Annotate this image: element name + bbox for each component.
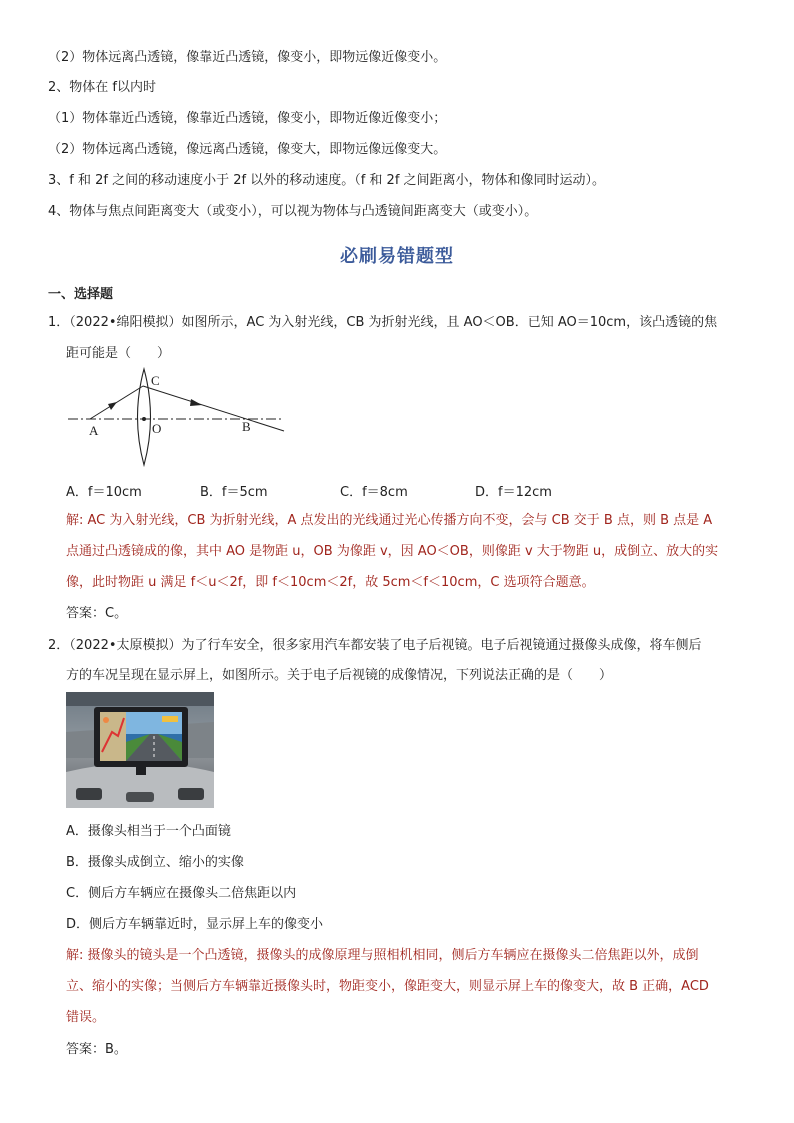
q2-solution-line-1: 解: 摄像头的镜头是一个凸透镜，摄像头的成像原理与照相机相同，侧后方车辆应在摄像头二倍焦距以外，成倒 bbox=[66, 948, 699, 963]
intro-line-6: 4、物体与焦点间距离变大（或变小），可以视为物体与凸透镜间距离变大（或变小）。 bbox=[48, 204, 538, 219]
label-a: A bbox=[89, 423, 99, 438]
label-o: O bbox=[152, 421, 162, 436]
label-b: B bbox=[242, 419, 251, 434]
q1-stem-line-1: 1．（2022•绵阳模拟）如图所示，AC 为入射光线，CB 为折射光线，且 AO＜OB．已知 AO＝10cm，该凸透镜的焦 bbox=[48, 315, 718, 330]
q1-option-b: B．f＝5cm bbox=[200, 485, 268, 500]
q1-solution-line-2: 点通过凸透镜成的像，其中 AO 是物距 u，OB 为像距 v，因 AO＜OB，则像距 v 大于物距 u，成倒立、放大的实 bbox=[66, 544, 719, 559]
intro-line-1: （2）物体远离凸透镜，像靠近凸透镜，像变小，即物远像近像变小。 bbox=[48, 50, 447, 65]
label-c: C bbox=[151, 373, 160, 388]
car-display-photo bbox=[66, 692, 214, 808]
intro-line-4: （2）物体远离凸透镜，像远离凸透镜，像变大，即物远像远像变大。 bbox=[48, 142, 447, 157]
q1-option-c: C．f＝8cm bbox=[340, 485, 408, 500]
q2-solution-line-3: 错误。 bbox=[66, 1010, 106, 1025]
incident-ray-arrow bbox=[108, 402, 117, 410]
q1-option-d: D．f＝12cm bbox=[475, 485, 552, 500]
section-heading: 一、选择题 bbox=[48, 287, 114, 302]
q2-option-c: C．侧后方车辆应在摄像头二倍焦距以内 bbox=[66, 886, 297, 901]
q1-option-a: A．f＝10cm bbox=[66, 485, 142, 500]
page-title: 必刷易错题型 bbox=[340, 246, 454, 267]
q2-stem-line-2: 方的车况呈现在显示屏上，如图所示。关于电子后视镜的成像情况，下列说法正确的是（ ） bbox=[66, 668, 613, 683]
intro-line-2: 2、物体在 f以内时 bbox=[48, 80, 156, 95]
intro-line-3: （1）物体靠近凸透镜，像靠近凸透镜，像变小，即物近像近像变小； bbox=[48, 111, 447, 126]
optical-center-dot bbox=[142, 417, 146, 421]
q2-option-b: B．摄像头成倒立、缩小的实像 bbox=[66, 855, 244, 870]
q1-solution-line-1: 解: AC 为入射光线，CB 为折射光线，A 点发出的光线通过光心传播方向不变，会与 CB 交于 B 点，则 B 点是 A bbox=[66, 513, 713, 528]
refracted-ray-arrow bbox=[190, 399, 202, 406]
q2-option-d: D．侧后方车辆靠近时，显示屏上车的像变小 bbox=[66, 917, 324, 932]
intro-line-5: 3、f 和 2f 之间的移动速度小于 2f 以外的移动速度。（f 和 2f 之间距离小，物体和像同时运动）。 bbox=[48, 173, 606, 188]
q2-option-a: A．摄像头相当于一个凸面镜 bbox=[66, 824, 231, 839]
q1-stem-line-2: 距可能是（ ） bbox=[66, 346, 171, 361]
q1-answer: 答案：C。 bbox=[66, 606, 128, 621]
q1-solution-line-3: 像，此时物距 u 满足 f＜u＜2f，即 f＜10cm＜2f，故 5cm＜f＜10cm，C 选项符合题意。 bbox=[66, 575, 595, 590]
q2-answer: 答案：B。 bbox=[66, 1042, 127, 1057]
refracted-ray bbox=[143, 386, 284, 431]
q2-solution-line-2: 立、缩小的实像；当侧后方车辆靠近摄像头时，物距变小，像距变大，则显示屏上车的像变大，故 B 正确，ACD bbox=[66, 979, 709, 994]
lens-ray-diagram bbox=[62, 365, 292, 475]
q2-stem-line-1: 2．（2022•太原模拟）为了行车安全，很多家用汽车都安装了电子后视镜。电子后视镜通过摄像头成像，将车侧后 bbox=[48, 638, 702, 653]
